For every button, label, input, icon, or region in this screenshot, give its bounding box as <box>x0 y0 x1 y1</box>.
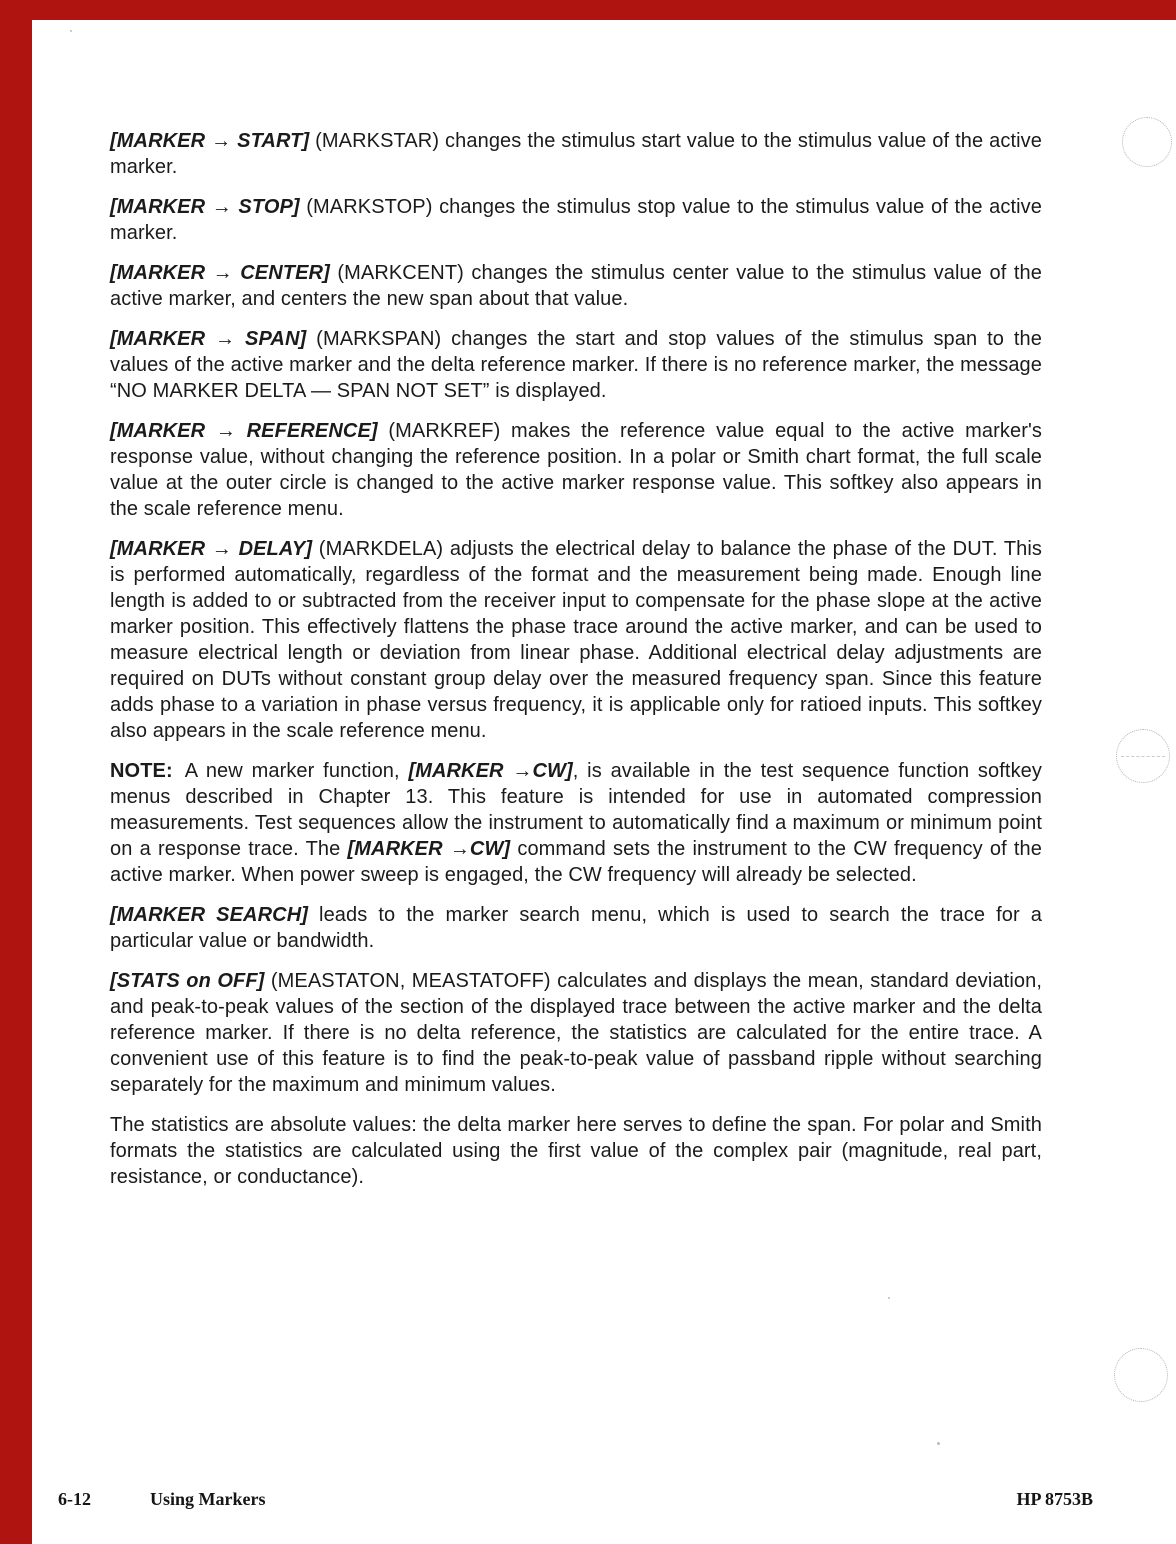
paragraph <box>110 902 1042 954</box>
softkey-label: [MARKER → START] <box>110 130 310 152</box>
paragraph-text: , is available in the test sequence function softkey menus described in Chapter 13. This feature is intended for use in automated compression measurements. Test sequences allow the instrument to automatically find a maximum or minimum point on a response trace. The <box>110 760 1042 860</box>
paragraph <box>110 260 1042 312</box>
page-body <box>110 128 1042 1204</box>
paragraph-text: (MARKCENT) changes the stimulus center value to the stimulus value of the active marker, and centers the new span about that value. <box>110 262 1042 310</box>
scan-speck <box>888 1297 890 1299</box>
paragraph <box>110 194 1042 246</box>
scan-speck <box>70 30 72 32</box>
paragraph <box>110 128 1042 180</box>
scan-speck <box>937 1442 940 1445</box>
punch-hole-artifact <box>1116 729 1170 783</box>
softkey-label: [MARKER → DELAY] <box>110 538 313 560</box>
softkey-label: [MARKER → REFERENCE] <box>110 420 378 442</box>
softkey-label: [STATS on OFF] <box>110 970 265 992</box>
paragraph-text: A new marker function, <box>184 760 409 782</box>
note-label: NOTE: <box>110 760 173 782</box>
paragraph-text: (MARKREF) makes the reference value equal to the active marker's response value, without changing the reference position. In a polar or Smith chart format, the full scale value at the outer circle is changed to the active marker response value. This softkey also appears in the scale reference menu. <box>110 420 1042 520</box>
footer-page-number: 6-12 <box>58 1489 91 1509</box>
paragraph-text: (MARKDELA) adjusts the electrical delay to balance the phase of the DUT. This is performed automatically, regardless of the format and the measurement being made. Enough line length is added to or subtracted from the receiver input to compensate for the phase slope at the active marker position. This effectively flattens the phase trace around the active marker, and can be used to measure electrical length or deviation from linear phase. Additional electrical delay adjustments are required on DUTs without constant group delay over the measured frequency span. Since this feature adds phase to a variation in phase versus frequency, it is applicable only for ratioed inputs. This softkey also appears in the scale reference menu. <box>110 538 1042 742</box>
footer-section-title: Using Markers <box>150 1489 266 1509</box>
paragraph-text: (MARKSTAR) changes the stimulus start value to the stimulus value of the active marker. <box>110 130 1042 178</box>
punch-hole-artifact <box>1122 117 1172 167</box>
paragraph-text: (MARKSPAN) changes the start and stop values of the stimulus span to the values of the active marker and the delta reference marker. If there is no reference marker, the message “NO MARKER DELTA — SPAN NOT SET” is displayed. <box>110 328 1042 402</box>
softkey-label: [MARKER →CW] <box>347 838 511 860</box>
paragraph <box>110 1112 1042 1190</box>
softkey-label: [MARKER → SPAN] <box>110 328 307 350</box>
softkey-label: [MARKER →CW] <box>408 760 573 782</box>
paragraph <box>110 418 1042 522</box>
paragraph-text: leads to the marker search menu, which is used to search the trace for a particular value or bandwidth. <box>110 904 1042 952</box>
paragraph-text: command sets the instrument to the CW frequency of the active marker. When power sweep is engaged, the CW frequency will already be selected. <box>110 838 1042 886</box>
page-footer <box>0 1489 1176 1515</box>
scan-edge-top <box>0 0 1176 20</box>
softkey-label: [MARKER SEARCH] <box>110 904 308 926</box>
footer-document-title: HP 8753B <box>1016 1489 1093 1509</box>
paragraph <box>110 536 1042 744</box>
paragraph-text: (MEASTATON, MEASTATOFF) calculates and displays the mean, standard deviation, and peak-to-peak values of the section of the displayed trace between the active marker and the delta reference marker. If there is no delta reference, the statistics are calculated for the entire trace. A convenient use of this feature is to find the peak-to-peak value of passband ripple without searching separately for the maximum and minimum values. <box>110 970 1042 1096</box>
paragraph-text: The statistics are absolute values: the delta marker here serves to define the span. For polar and Smith formats the statistics are calculated using the first value of the complex pair (magnitude, real part, resistance, or conductance). <box>110 1114 1042 1188</box>
paragraph <box>110 326 1042 404</box>
paragraph <box>110 758 1042 888</box>
body-paragraphs <box>110 128 1042 1190</box>
softkey-label: [MARKER → STOP] <box>110 196 300 218</box>
scan-edge-left <box>0 0 32 1544</box>
paragraph-text: (MARKSTOP) changes the stimulus stop value to the stimulus value of the active marker. <box>110 196 1042 244</box>
softkey-label: [MARKER → CENTER] <box>110 262 330 284</box>
punch-hole-artifact <box>1114 1348 1168 1402</box>
paragraph <box>110 968 1042 1098</box>
